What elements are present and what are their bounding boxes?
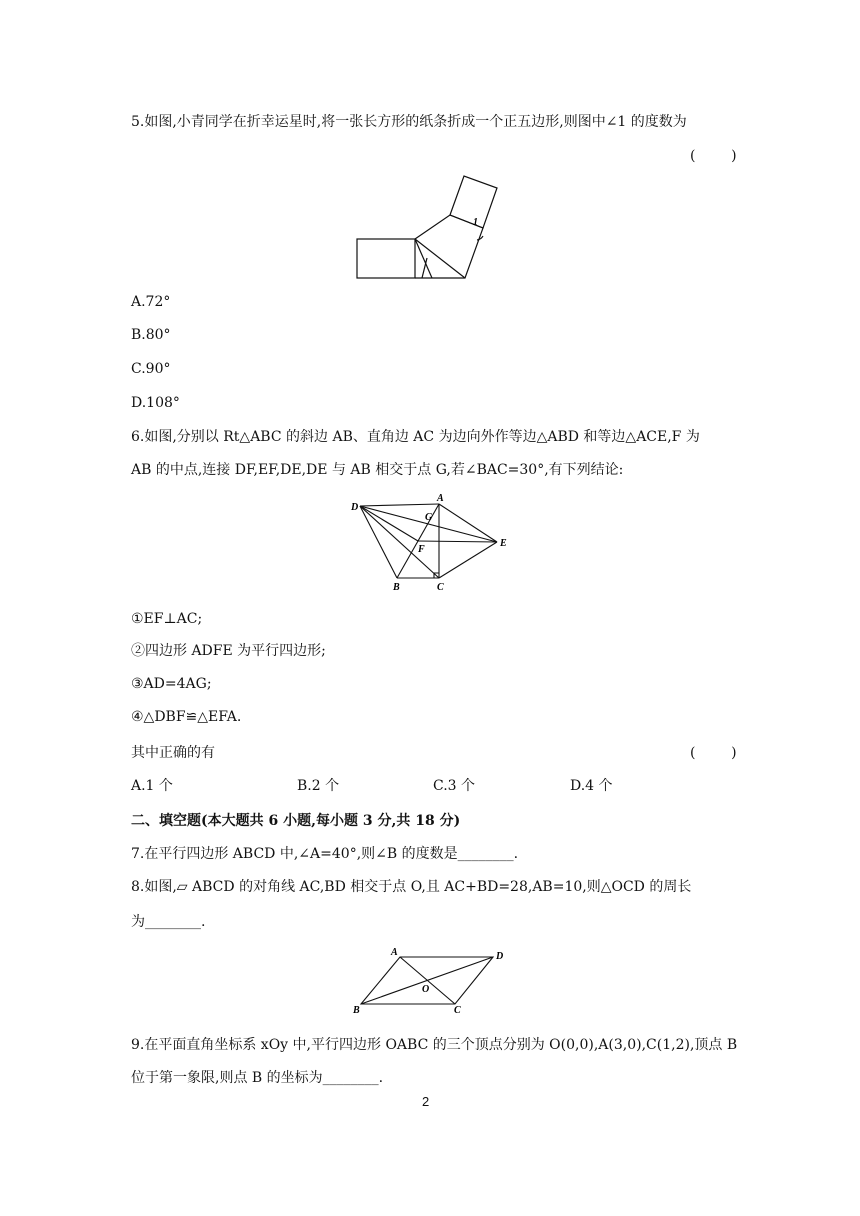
q6-label-b: B — [393, 582, 400, 593]
q5-answer-paren: ( ) — [690, 148, 737, 164]
q6-option-a: A.1 个 — [131, 778, 173, 794]
q6-figure — [345, 492, 515, 596]
q8-label-o: O — [422, 984, 430, 995]
q6-conclusion-4: ④△DBF≌△EFA. — [131, 709, 242, 725]
q5-option-a: A.72° — [131, 294, 171, 310]
q6-conclusion-1: ①EF⊥AC; — [131, 611, 203, 627]
q6-label-f: F — [418, 544, 425, 555]
q6-stem-line1: 6.如图,分别以 Rt△ABC 的斜边 AB、直角边 AC 为边向外作等边△ABD 和等边△ACE,F 为 — [131, 429, 700, 445]
q8-figure — [345, 944, 515, 1014]
q8-line1: 8.如图,▱ ABCD 的对角线 AC,BD 相交于点 O,且 AC+BD=28,AB=10,则△OCD 的周长 — [131, 879, 692, 895]
q6-label-g: G — [425, 512, 433, 523]
q5-figure — [350, 168, 500, 284]
q5-angle-label: 1 — [473, 217, 478, 228]
q8-label-d: D — [496, 951, 504, 962]
q8-label-a: A — [391, 947, 398, 958]
q8-line2: 为________. — [131, 914, 206, 930]
q8-label-b: B — [353, 1005, 360, 1014]
page-number: 2 — [422, 1094, 430, 1109]
section2-heading: 二、填空题(本大题共 6 小题,每小题 3 分,共 18 分) — [131, 813, 461, 829]
q6-label-d: D — [351, 502, 359, 513]
q6-stem-line2: AB 的中点,连接 DF,EF,DE,DE 与 AB 相交于点 G,若∠BAC=30°,有下列结论: — [131, 462, 624, 478]
q5-option-c: C.90° — [131, 361, 171, 377]
q6-answer-paren: ( ) — [690, 745, 737, 761]
q6-option-b: B.2 个 — [297, 778, 340, 794]
q9-line2: 位于第一象限,则点 B 的坐标为________. — [131, 1070, 384, 1086]
q6-label-e: E — [500, 538, 507, 549]
q8-label-c: C — [454, 1005, 461, 1014]
q6-label-c: C — [437, 582, 444, 593]
q5-stem: 5.如图,小青同学在折幸运星时,将一张长方形的纸条折成一个正五边形,则图中∠1 的度数为 — [131, 114, 687, 130]
q5-option-d: D.108° — [131, 395, 180, 411]
q6-conclusion-3: ③AD=4AG; — [131, 676, 212, 692]
q7-text: 7.在平行四边形 ABCD 中,∠A=40°,则∠B 的度数是________. — [131, 846, 519, 862]
q6-option-c: C.3 个 — [433, 778, 476, 794]
q6-option-d: D.4 个 — [570, 778, 613, 794]
q5-option-b: B.80° — [131, 327, 171, 343]
q6-label-a: A — [437, 493, 444, 504]
q9-line1: 9.在平面直角坐标系 xOy 中,平行四边形 OABC 的三个顶点分别为 O(0,0),A(3,0),C(1,2),顶点 B — [131, 1037, 738, 1053]
q6-question: 其中正确的有 — [131, 745, 215, 761]
q6-conclusion-2: ②四边形 ADFE 为平行四边形; — [131, 643, 326, 659]
